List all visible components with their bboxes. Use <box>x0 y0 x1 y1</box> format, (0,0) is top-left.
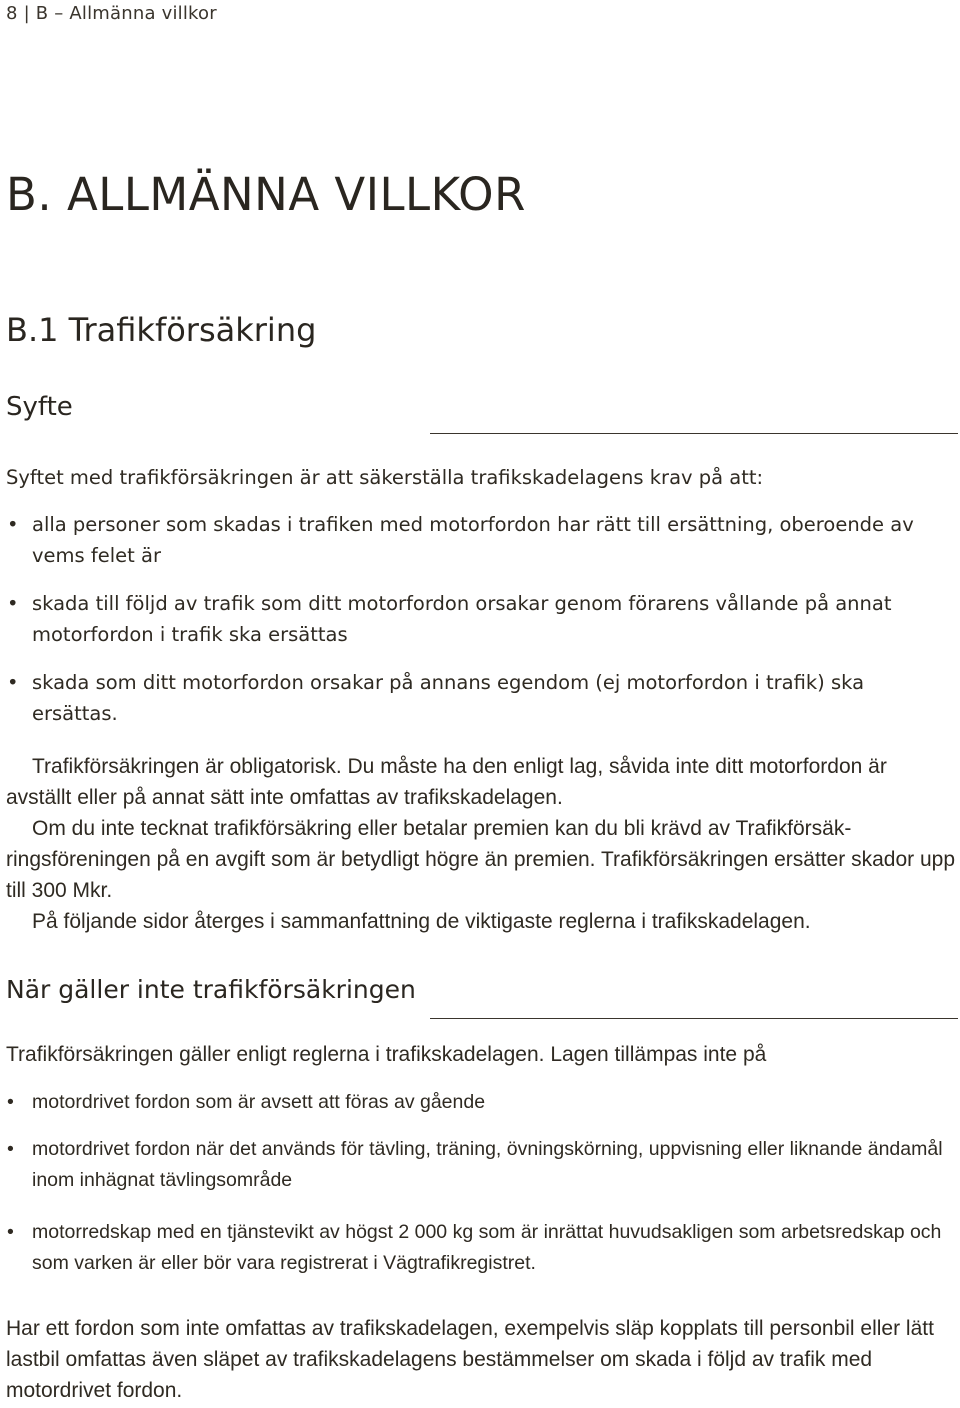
syfte-paragraph: Trafikförsäkringen är obligatorisk. Du måste ha den enligt lag, såvida inte ditt motorfordon är avställt eller på annat sätt inte omfattas av trafikskadelagen. <box>6 755 887 809</box>
chapter-title: B. ALLMÄNNA VILLKOR <box>6 168 526 221</box>
list-item: • skada till följd av trafik som ditt motorfordon orsakar genom förarens vållande på annat motorfordon i trafik ska ersättas <box>6 588 952 650</box>
list-item: • motordrivet fordon när det används för tävling, träning, övningskörning, uppvisning eller liknande ändamål inom inhägnat tävlingsområde <box>6 1134 952 1196</box>
section-title: B.1 Trafikförsäkring <box>6 311 317 349</box>
bullet-icon: • <box>7 513 19 536</box>
list-item: • motordrivet fordon som är avsett att föras av gående <box>6 1087 952 1118</box>
nar-galler-bullet-list <box>6 1087 952 1279</box>
nar-galler-intro: Trafikförsäkringen gäller enligt reglerna i trafikskadelagen. Lagen tillämpas inte på <box>6 1043 767 1066</box>
syfte-heading: Syfte <box>6 392 73 422</box>
syfte-paragraph: På följande sidor återges i sammanfattning de viktigaste reglerna i trafikskadelagen. <box>32 910 811 933</box>
nar-galler-closing: Har ett fordon som inte omfattas av trafikskadelagen, exempelvis släp kopplats till personbil eller lätt lastbil omfattas även släpet av trafikskadelagens bestämmelser om skada i följd av trafik med motordrivet fordon. <box>6 1317 934 1402</box>
list-item: • skada som ditt motorfordon orsakar på annans egendom (ej motorfordon i trafik) ska ersättas. <box>6 667 952 729</box>
bullet-icon: • <box>7 1091 14 1113</box>
syfte-paragraph: Om du inte tecknat trafikförsäkring eller betalar premien kan du bli krävd av Trafikförsäkringsföreningen på en avgift som är betydligt högre än premien. Trafikförsäkringen ersätter skador upp till 300 Mkr. <box>6 817 956 902</box>
bullet-icon: • <box>7 1138 14 1160</box>
bullet-icon: • <box>7 671 19 694</box>
syfte-divider <box>430 433 958 434</box>
running-header: 8 | B – Allmänna villkor <box>6 3 217 24</box>
list-item: • alla personer som skadas i trafiken med motorfordon har rätt till ersättning, oberoende av vems felet är <box>6 509 952 571</box>
bullet-icon: • <box>7 1221 14 1243</box>
syfte-body <box>6 751 956 937</box>
list-item: • motorredskap med en tjänstevikt av högst 2 000 kg som är inrättat huvudsakligen som arbetsredskap och som varken är eller bör vara registrerat i Vägtrafikregistret. <box>6 1217 952 1279</box>
nar-galler-divider <box>430 1018 958 1019</box>
bullet-icon: • <box>7 592 19 615</box>
syfte-intro: Syftet med trafikförsäkringen är att säkerställa trafikskadelagens krav på att: <box>6 466 764 489</box>
syfte-bullet-list <box>6 509 952 746</box>
nar-galler-heading: När gäller inte trafikförsäkringen <box>6 975 416 1004</box>
